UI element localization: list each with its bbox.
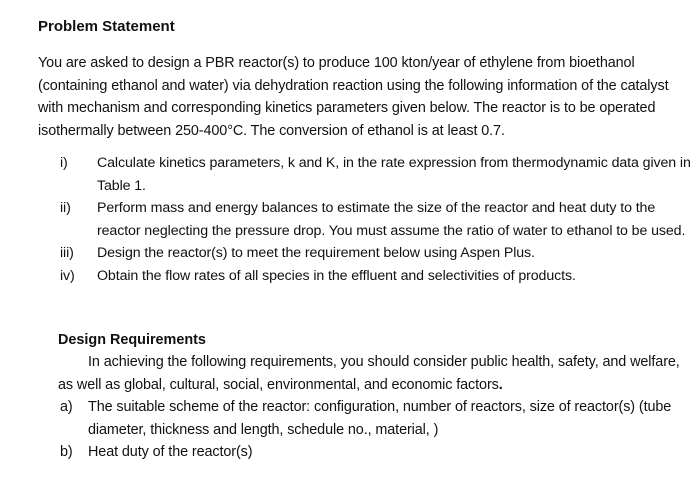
task-list [60,152,692,287]
document-title: Problem Statement [38,18,175,35]
requirement-text: The suitable scheme of the reactor: configuration, number of reactors, size of reactor(s) (tube diameter, thickness and length, schedule no., material, ) [88,399,672,438]
task-item [60,265,692,288]
task-marker: iv) [60,267,75,284]
requirement-item [60,396,692,441]
task-item [60,242,692,265]
problem-intro-paragraph: You are asked to design a PBR reactor(s) to produce 100 kton/year of ethylene from bioethanol (containing ethanol and water) via dehydration reaction using the following information of the catalyst with mechanism and corresponding kinetics parameters given below. The reactor is to be operated isothermally between 250-400°C. The conversion of ethanol is at least 0.7. [38,55,669,139]
task-text: Design the reactor(s) to meet the requirement below using Aspen Plus. [97,245,535,261]
task-item [60,152,692,197]
design-requirements-intro-text: In achieving the following requirements, you should consider public health, safety, and welfare, as well as global, cultural, social, environmental, and economic factors [58,354,680,393]
requirement-text: Heat duty of the reactor(s) [88,444,253,460]
task-marker: i) [60,155,68,171]
requirement-marker: b) [60,444,73,460]
task-text: Perform mass and energy balances to estimate the size of the reactor and heat duty to the reactor neglecting the pressure drop. You must assume the ratio of water to ethanol to be used. [97,200,686,239]
task-text: Obtain the flow rates of all species in the effluent and selectivities of products. [97,267,576,284]
task-marker: iii) [60,245,74,261]
task-marker: ii) [60,200,71,216]
design-requirements-list [60,396,692,464]
design-requirements-intro [58,351,688,396]
requirement-marker: a) [60,399,73,415]
design-requirements-heading: Design Requirements [58,332,206,348]
task-text: Calculate kinetics parameters, k and K, in the rate expression from thermodynamic data given in Table 1. [97,155,691,194]
task-item [60,197,692,242]
design-requirements-intro-period: . [498,376,503,393]
requirement-item [60,441,692,464]
